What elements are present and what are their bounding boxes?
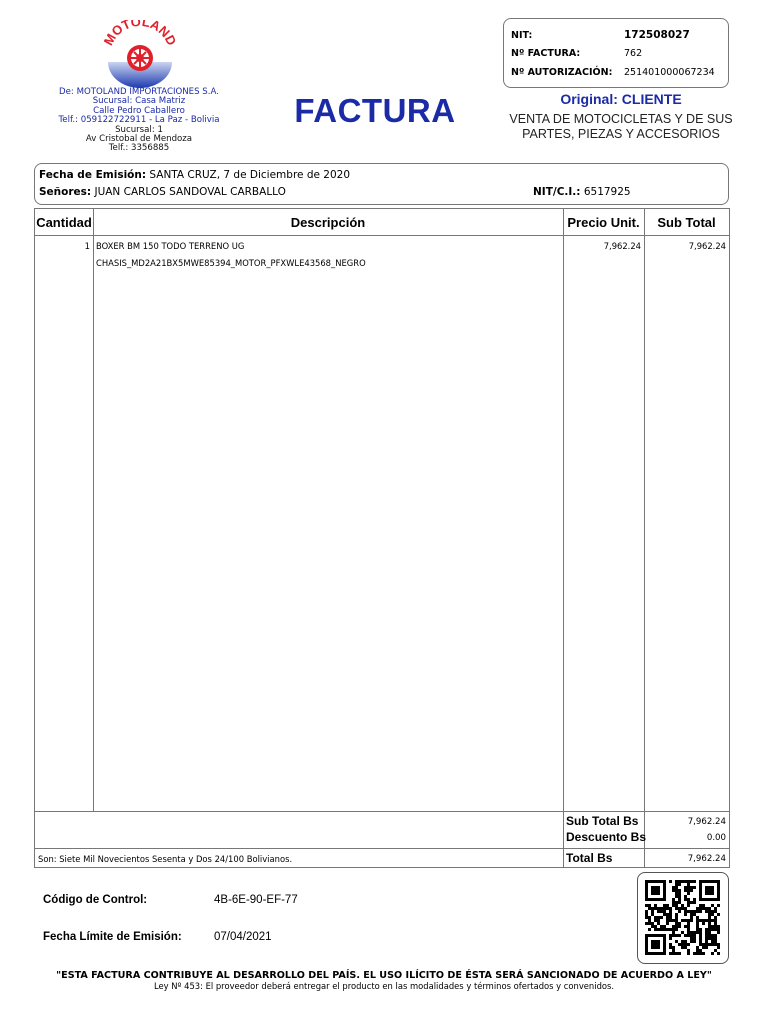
discount-value: 0.00 (706, 833, 726, 843)
nit-box (503, 18, 729, 88)
company-phone: Telf.: 059122722911 - La Paz - Bolivia (58, 115, 220, 126)
autorizacion-value: 251401000067234 (624, 67, 715, 78)
row-precio: 7,962.24 (603, 241, 641, 251)
legal-notice: "ESTA FACTURA CONTRIBUYE AL DESARROLLO DEL PAÍS. EL USO ILÍCITO DE ÉSTA SERÁ SANCIONADO DE ACUERDO A LEY" (56, 970, 712, 981)
amount-in-words: Son: Siete Mil Novecientos Sesenta y Dos 24/100 Bolivianos. (38, 854, 293, 864)
company-name: De: MOTOLAND IMPORTACIONES S.A. (59, 87, 219, 97)
branch-address: Av Cristobal de Mendoza (85, 134, 193, 145)
nit-row (511, 29, 690, 41)
copy-type (503, 91, 739, 107)
items-table (34, 208, 730, 868)
header-descripcion: Descripción (290, 215, 366, 230)
nit-label: NIT: (511, 30, 533, 41)
company-street: Calle Pedro Caballero (93, 105, 185, 116)
customer-label: Señores: (39, 186, 92, 198)
qr-code (637, 872, 729, 964)
client-box (34, 163, 729, 205)
total-value: 7,962.24 (687, 854, 726, 864)
header-cantidad: Cantidad (36, 215, 92, 230)
header-subtotal: Sub Total (657, 215, 716, 230)
control-code-row (43, 894, 147, 906)
limit-date-row (43, 931, 182, 943)
factura-value: 762 (624, 48, 643, 59)
tagline-line2: PARTES, PIEZAS Y ACCESORIOS (522, 127, 720, 141)
customer-nit-label: NIT/C.I.: (533, 186, 581, 198)
business-tagline (503, 112, 739, 142)
header-precio: Precio Unit. (567, 215, 640, 230)
emission-date-label: Fecha de Emisión: (39, 169, 147, 181)
control-code-label: Código de Control: (43, 894, 148, 906)
limit-date-value: 07/04/2021 (214, 931, 272, 943)
row-subtotal: 7,962.24 (688, 241, 726, 251)
branch-number: Sucursal: 1 (115, 124, 163, 135)
customer-row (39, 186, 286, 198)
nit-value: 172508027 (624, 29, 690, 41)
copy-type-value: CLIENTE (621, 91, 682, 107)
svg-text:MOTOLAND: MOTOLAND (100, 20, 180, 48)
branch-phone: Telf.: 3356885 (108, 143, 170, 154)
copy-type-label: Original: (560, 91, 618, 107)
customer-nit-row (533, 186, 631, 198)
consumer-law-notice: Ley Nº 453: El proveedor deberá entregar el producto en las modalidades y términos ofertados y convenidos. (153, 981, 615, 991)
row-descripcion: BOXER BM 150 TODO TERRENO UG (96, 241, 245, 251)
factura-row (511, 48, 642, 59)
row-cantidad: 1 (84, 241, 90, 251)
company-info (30, 88, 248, 154)
control-code-value: 4B-6E-90-EF-77 (214, 894, 298, 906)
company-logo (100, 20, 180, 90)
autorizacion-label: Nº AUTORIZACIÓN: (511, 67, 613, 78)
emission-date-value: SANTA CRUZ, 7 de Diciembre de 2020 (149, 169, 351, 181)
customer-name: JUAN CARLOS SANDOVAL CARBALLO (94, 186, 286, 198)
tagline-line1: VENTA DE MOTOCICLETAS Y DE SUS (509, 112, 733, 126)
emission-date-row (39, 169, 350, 181)
discount-label: Descuento Bs (566, 830, 647, 844)
row-descripcion-detail: CHASIS_MD2A21BX5MWE85394_MOTOR_PFXWLE43568_NEGRO (96, 258, 366, 268)
autorizacion-row (511, 67, 715, 78)
factura-label: Nº FACTURA: (511, 48, 581, 59)
total-label: Total Bs (566, 851, 613, 865)
invoice-title: FACTURA (294, 92, 456, 129)
customer-nit-value: 6517925 (583, 186, 631, 198)
company-branch: Sucursal: Casa Matriz (92, 96, 186, 107)
subtotal-label: Sub Total Bs (566, 814, 639, 828)
subtotal-value: 7,962.24 (687, 817, 726, 827)
limit-date-label: Fecha Límite de Emisión: (43, 931, 182, 943)
